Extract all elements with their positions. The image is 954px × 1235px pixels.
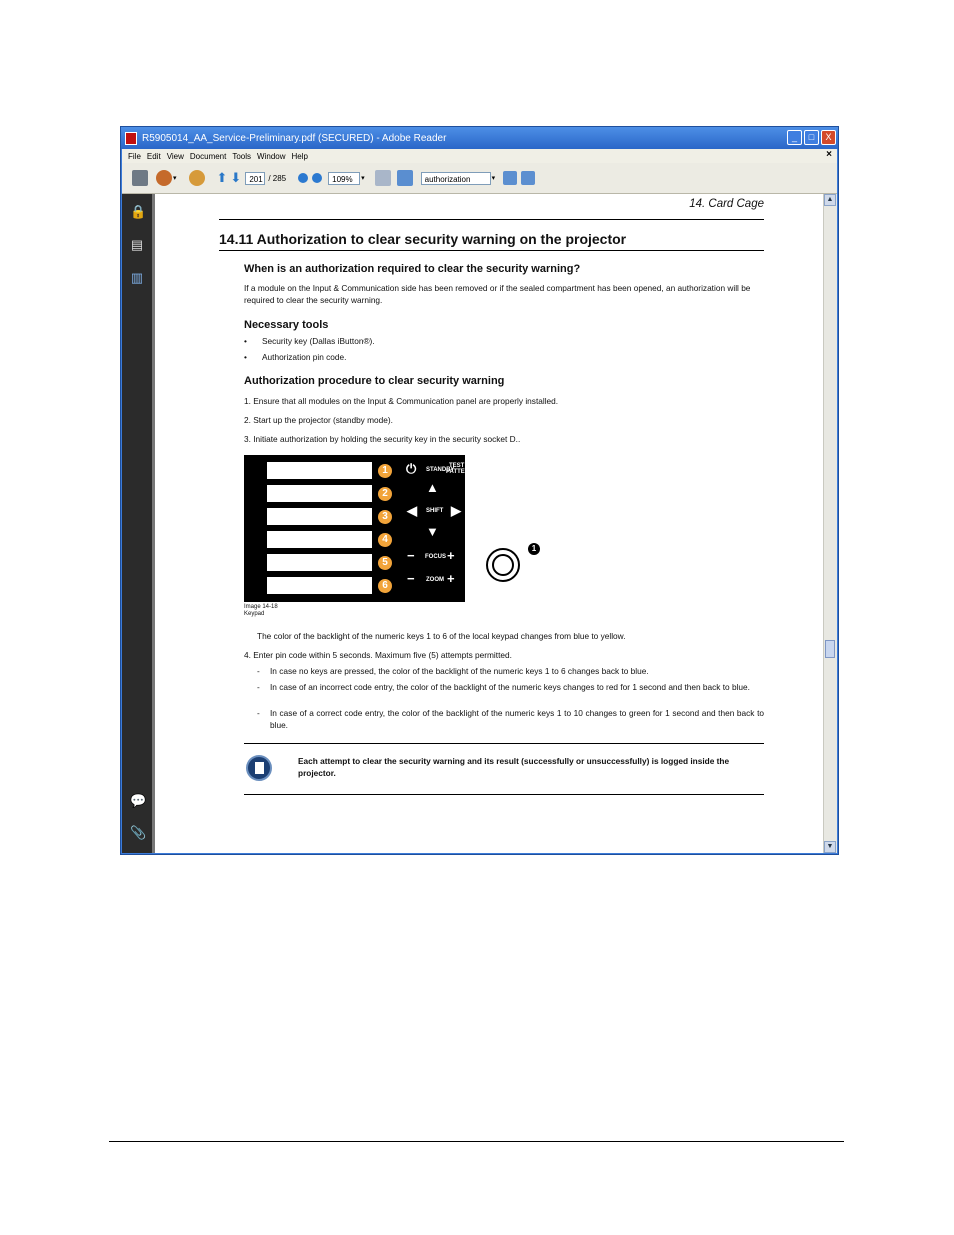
procedure-heading: Authorization procedure to clear security warning (244, 375, 505, 387)
keypad-image (244, 455, 474, 602)
note-text: Each attempt to clear the security warning and its result (successfully or unsuccessfully) is logged inside the projector. (298, 756, 730, 778)
page-number-input[interactable]: 201 (245, 172, 265, 185)
step-4-item-1: - In case no keys are pressed, the color of the backlight of the numeric keys 1 to 6 changes back to blue. (257, 666, 649, 676)
menu-bar (122, 149, 837, 163)
window-title: R5905014_AA_Service-Preliminary.pdf (SECURED) - Adobe Reader (142, 132, 447, 144)
collaborate-dropdown-arrow[interactable]: ▾ (173, 175, 177, 182)
menu-tools[interactable]: Tools (232, 151, 252, 161)
security-socket-image (486, 548, 520, 582)
previous-page-icon[interactable]: ⬆ (216, 170, 228, 185)
scroll-up-button[interactable]: ▲ (824, 194, 836, 206)
header-rule (219, 219, 764, 220)
keypad-key-3: 3 (378, 510, 392, 524)
search-dropdown-arrow[interactable]: ▾ (491, 175, 496, 182)
keypad-key-6: 6 (378, 579, 392, 593)
left-arrow-icon: ◀ (407, 503, 417, 518)
menu-document[interactable]: Document (189, 151, 227, 161)
down-arrow-icon: ▼ (426, 524, 439, 539)
keypad-display-row (267, 554, 372, 571)
menu-window[interactable]: Window (257, 151, 286, 161)
document-view[interactable] (155, 194, 824, 853)
caption-label: Keypad (244, 611, 265, 617)
menu-edit[interactable]: Edit (146, 151, 161, 161)
navigation-panel (122, 194, 152, 853)
zoom-input[interactable]: 109% (328, 172, 360, 185)
power-icon: ⏻ (406, 461, 417, 476)
fit-page-icon[interactable] (397, 170, 413, 186)
keypad-key-5: 5 (378, 556, 392, 570)
collaborate-icon[interactable] (156, 170, 172, 186)
page-footer-rule (109, 1141, 844, 1142)
title-rule (219, 250, 764, 251)
page-total: / 285 (268, 173, 287, 183)
standby-label: STANDBY (426, 467, 455, 473)
note-top-rule (244, 743, 764, 744)
fit-width-icon[interactable] (375, 170, 391, 186)
when-text: If a module on the Input & Communication side has been removed or if the sealed compartment has been opened, an authorization will be required to clear the security warning. (244, 283, 751, 305)
note-bottom-rule (244, 794, 764, 795)
when-heading: When is an authorization required to clear the security warning? (244, 263, 581, 275)
keypad-key-4: 4 (378, 533, 392, 547)
vertical-scrollbar[interactable] (823, 194, 837, 853)
keypad-display-row (267, 462, 372, 479)
find-previous-icon[interactable] (503, 171, 517, 185)
keypad-display-row (267, 508, 372, 525)
focus-minus-icon: − (407, 548, 415, 563)
image-caption (244, 604, 278, 618)
comments-icon[interactable]: 💬 (130, 793, 147, 808)
title-bar (121, 127, 838, 149)
socket-callout: 1 (528, 543, 540, 555)
zoom-dropdown-arrow[interactable]: ▾ (361, 175, 365, 182)
tool-item-2: • Authorization pin code. (244, 352, 347, 362)
step-2: 2. Start up the projector (standby mode). (244, 415, 393, 425)
maximize-button[interactable]: □ (804, 130, 819, 145)
chapter-header: 14. Card Cage (689, 198, 764, 210)
backlight-text: The color of the backlight of the numeric keys 1 to 6 of the local keypad changes from blue to yellow. (257, 631, 626, 641)
focus-plus-icon: + (447, 548, 455, 563)
tools-heading: Necessary tools (244, 319, 329, 331)
zoom-out-icon[interactable] (298, 173, 308, 183)
find-next-icon[interactable] (521, 171, 535, 185)
keypad-key-2: 2 (378, 487, 392, 501)
next-page-icon[interactable]: ⬇ (230, 170, 242, 185)
zoom-minus-icon: − (407, 571, 415, 586)
section-title: 14.11 Authorization to clear security warning on the projector (219, 231, 627, 247)
step-4-item-2: - In case of an incorrect code entry, the color of the backlight of the numeric keys changes to red for 1 second and then back to blue. (257, 682, 750, 692)
step-4: 4. Enter pin code within 5 seconds. Maximum five (5) attempts permitted. (244, 650, 512, 660)
zoom-plus-icon: + (447, 571, 455, 586)
keypad-key-1: 1 (378, 464, 392, 478)
menu-help[interactable]: Help (291, 151, 308, 161)
zoom-in-icon[interactable] (312, 173, 322, 183)
focus-label: FOCUS (425, 554, 446, 560)
menu-view[interactable]: View (166, 151, 184, 161)
step-1: 1. Ensure that all modules on the Input & Communication panel are properly installed. (244, 396, 559, 406)
close-button[interactable]: X (821, 130, 836, 145)
keypad-display-row (267, 531, 372, 548)
pages-icon[interactable]: ▤ (130, 237, 144, 252)
lock-icon[interactable]: 🔒 (130, 204, 147, 219)
search-input[interactable]: authorization (421, 172, 491, 185)
print-icon[interactable] (132, 170, 148, 186)
tool-item-1: • Security key (Dallas iButton®). (244, 336, 375, 346)
test-label: TEST (449, 463, 465, 469)
step-4-item-3: - In case of a correct code entry, the color of the backlight of the numeric keys 1 to 10 changes to green for 1 second and then back to blue. (257, 708, 764, 730)
menu-file[interactable]: File (128, 151, 141, 161)
keypad-display-row (267, 485, 372, 502)
keypad-display-row (267, 577, 372, 594)
right-arrow-icon: ▶ (451, 503, 461, 518)
zoom-label: ZOOM (426, 577, 444, 583)
pattern-label: PATTERN (446, 469, 474, 475)
minimize-button[interactable]: _ (787, 130, 802, 145)
adobe-reader-icon (125, 132, 137, 145)
step-3: 3. Initiate authorization by holding the security key in the security socket D.. (244, 434, 521, 444)
scroll-down-button[interactable]: ▼ (824, 841, 836, 853)
adobe-reader-window (120, 126, 839, 855)
up-arrow-icon: ▲ (426, 480, 439, 495)
caption-image-number: Image 14-18 (244, 604, 278, 610)
attachments-icon[interactable]: 📎 (130, 825, 147, 840)
toolbar (122, 163, 837, 194)
shift-label: SHIFT (426, 508, 444, 514)
bookmarks-icon[interactable]: ▥ (130, 270, 144, 285)
document-close-button[interactable]: × (826, 149, 832, 160)
note-icon (246, 755, 272, 781)
scroll-thumb[interactable] (825, 640, 835, 658)
hand-tool-icon[interactable] (189, 170, 205, 186)
